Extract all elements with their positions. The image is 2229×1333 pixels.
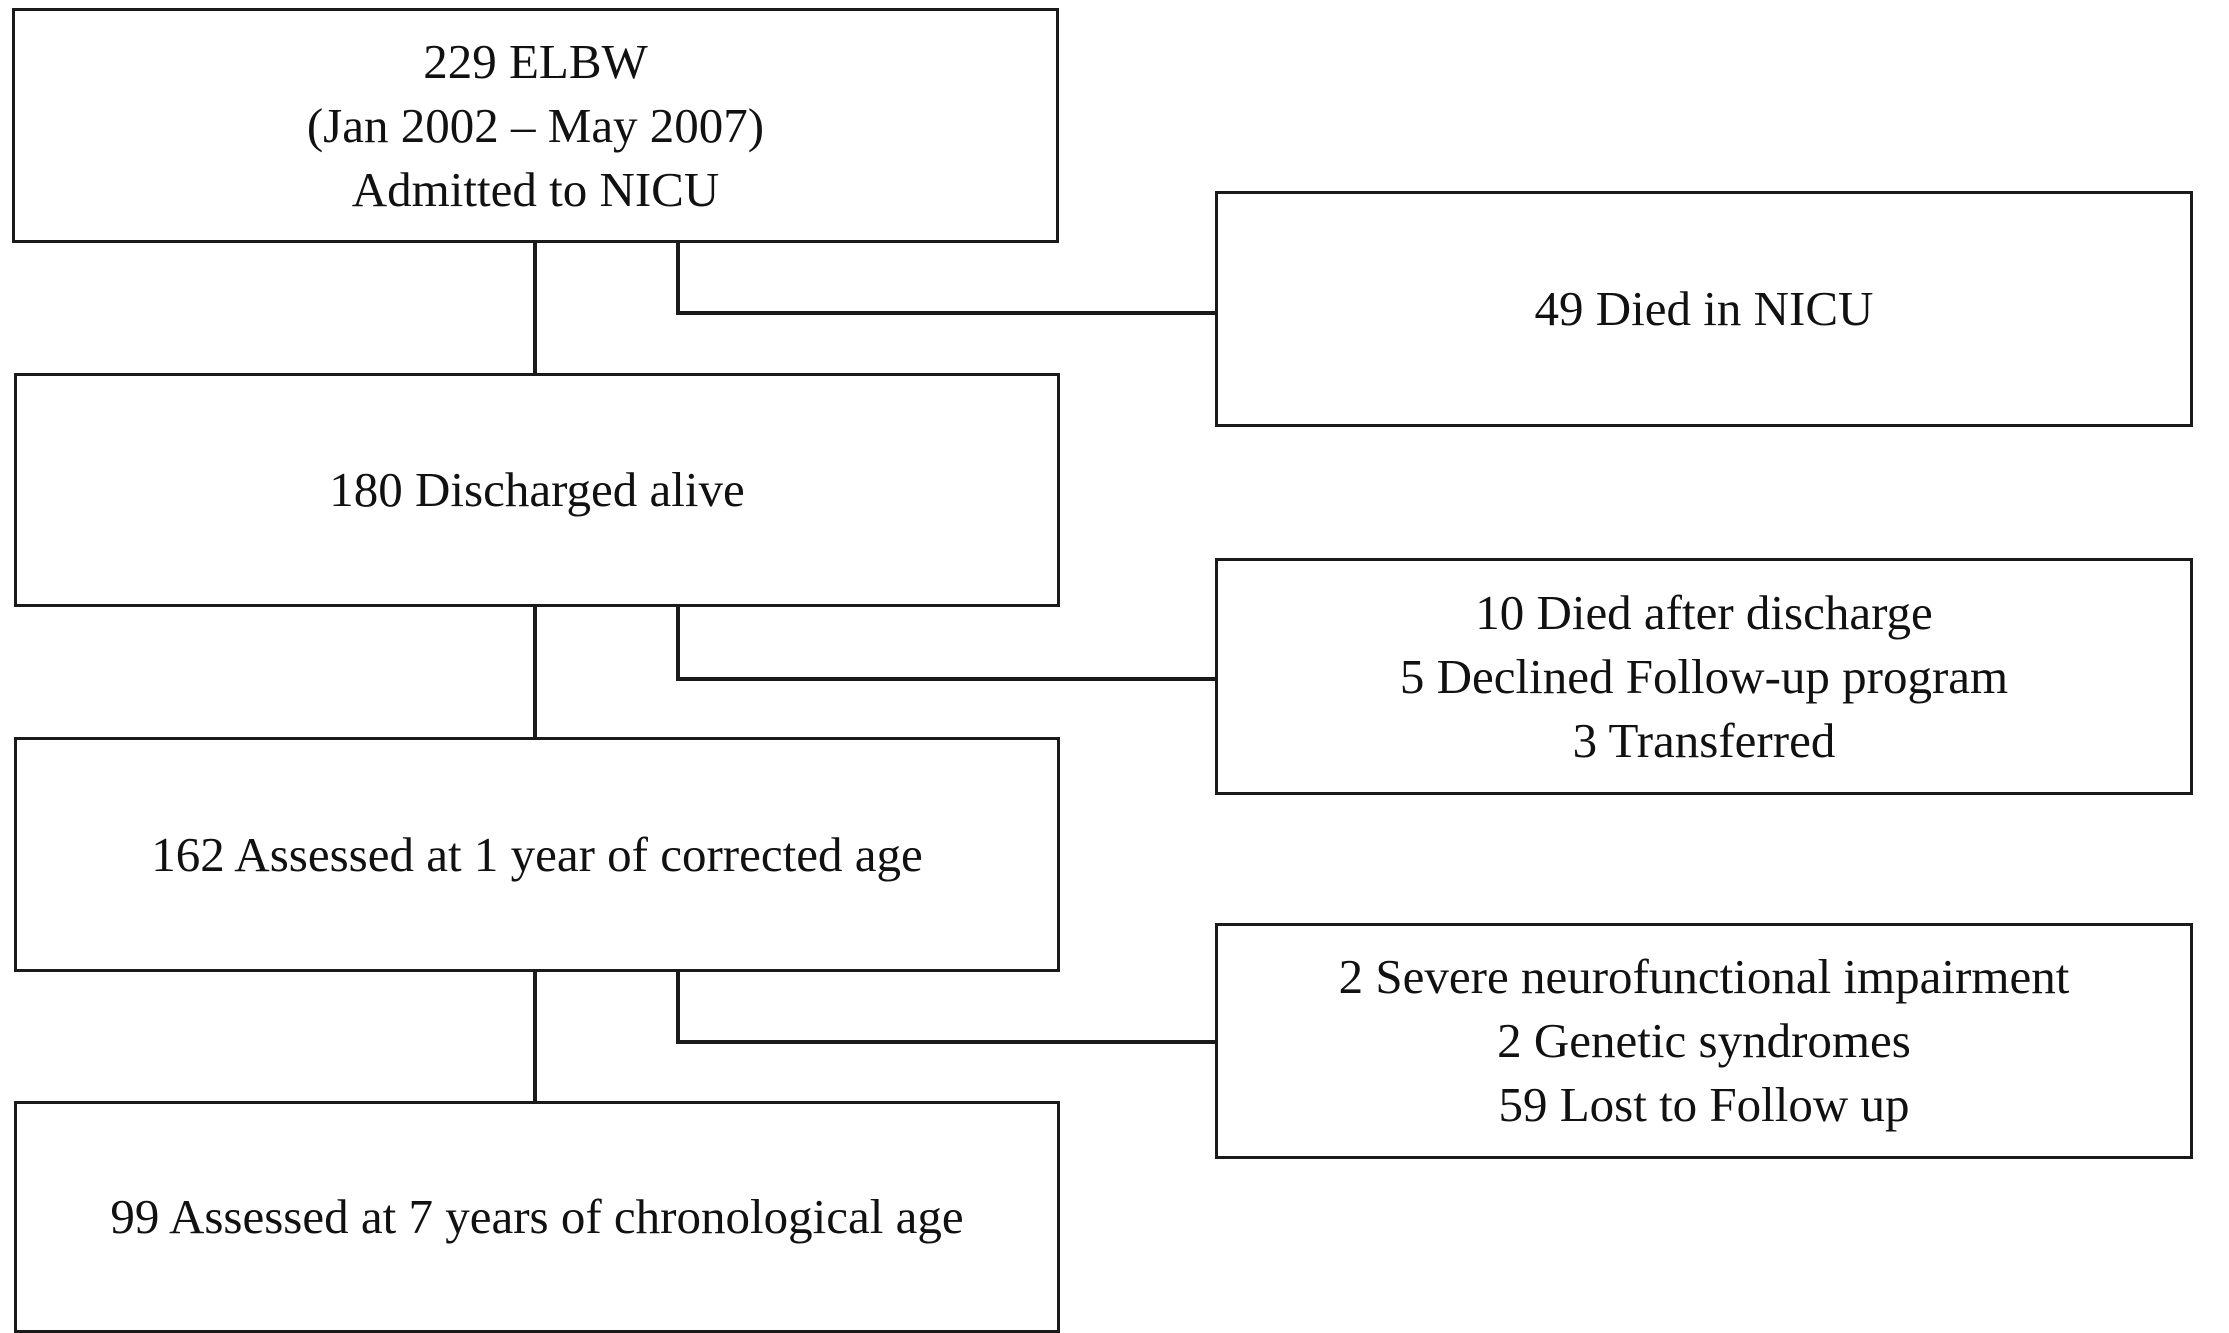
assessed-7-years-label: 99 Assessed at 7 years of chronological age <box>110 1189 964 1244</box>
admitted-date-range-line: (Jan 2002 – May 2007) <box>306 97 765 153</box>
genetic-syndromes-line: 2 Genetic syndromes <box>1497 1013 1911 1068</box>
transferred-line: 3 Transferred <box>1572 712 1836 768</box>
exclusions-after-discharge-box <box>1215 558 2193 795</box>
assessed-7-years-box <box>14 1101 1060 1333</box>
exclusions-after-1-year-box <box>1215 923 2193 1159</box>
admitted-count-line: 229 ELBW <box>423 33 648 89</box>
died-after-discharge-line: 10 Died after discharge <box>1475 584 1933 640</box>
admitted-to-nicu-box <box>12 8 1059 243</box>
lost-to-follow-up-line: 59 Lost to Follow up <box>1498 1077 1910 1132</box>
discharged-alive-label: 180 Discharged alive <box>329 462 745 517</box>
died-in-nicu-label: 49 Died in NICU <box>1534 281 1874 336</box>
severe-impairment-line: 2 Severe neurofunctional impairment <box>1338 949 2070 1004</box>
assessed-1-year-box <box>14 737 1060 972</box>
assessed-1-year-label: 162 Assessed at 1 year of corrected age <box>151 826 923 882</box>
discharged-alive-box <box>14 373 1060 607</box>
died-in-nicu-box <box>1215 191 2193 427</box>
admitted-label-line: Admitted to NICU <box>351 161 720 217</box>
declined-follow-up-line: 5 Declined Follow-up program <box>1399 648 2009 704</box>
